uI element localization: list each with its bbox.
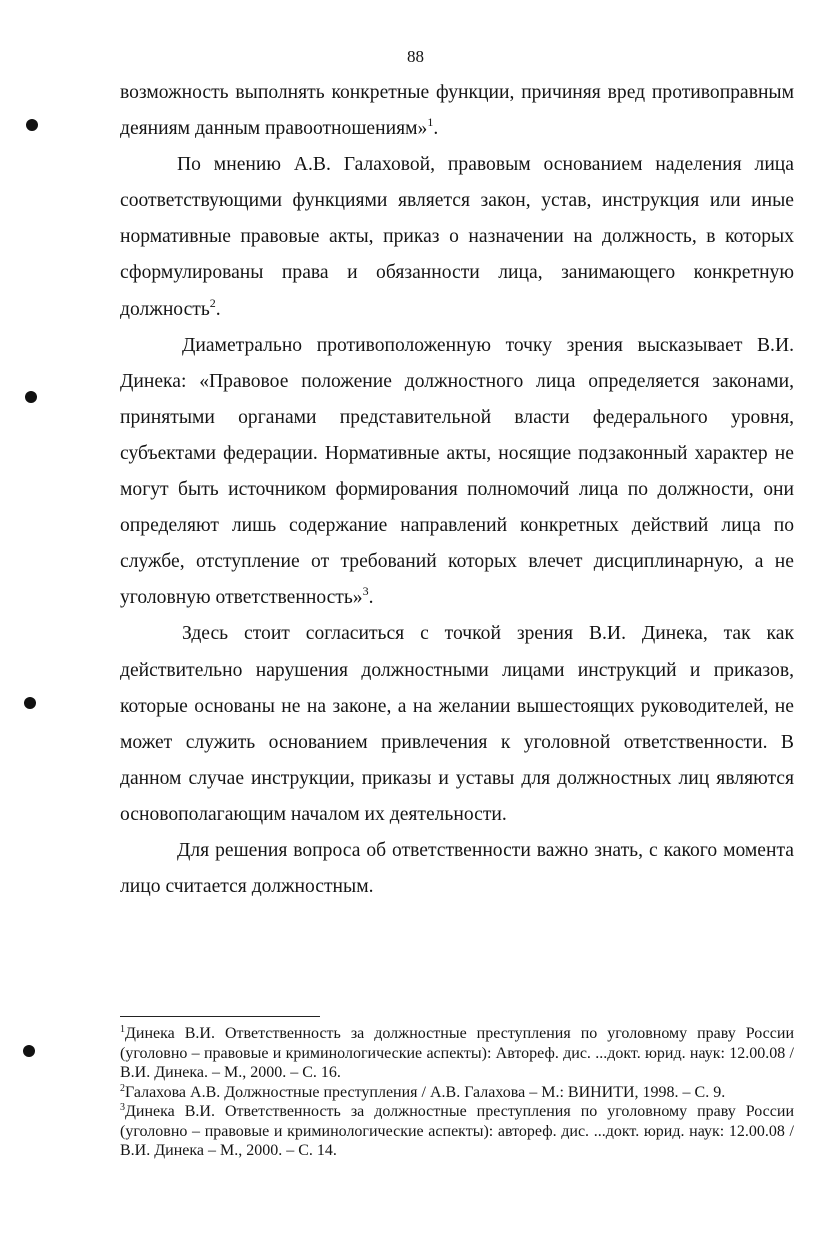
paragraph-tail: . — [368, 587, 374, 609]
paragraph-tail: . — [433, 118, 439, 140]
paragraph-galakhova — [120, 147, 794, 327]
page-number: 88 — [407, 47, 424, 66]
footnote-number: 3 — [120, 1102, 125, 1113]
paragraph-dineka-quote — [120, 328, 794, 617]
paragraph-text: Диаметрально противоположенную точку зрения высказывает В.И. Динека: «Правовое положение должностного лица определяется законами, принятыми органами представительной власти федерального уровня, субъектами федерации. Нормативные акты, носящие подзаконный характер не могут быть источником формирования полномочий лица по должности, они определяют лишь содержание направлений конкретных действий лица по службе, отступление от требований которых влечет дисциплинарную, а не уголовную ответственность» — [120, 334, 794, 609]
binder-hole-mark — [24, 697, 36, 709]
paragraph-question — [120, 833, 794, 905]
footnote-number: 1 — [120, 1024, 125, 1035]
paragraph-text: Здесь стоит согласиться с точкой зрения В.И. Динека, так как действительно нарушения должностными лицами инструкций и приказов, которые основаны не на законе, а на желании вышестоящих руководителей, не может служить основанием привлечения к уголовной ответственности. В данном случае инструкции, приказы и уставы для должностных лиц являются основополагающим началом их деятельности. — [120, 623, 794, 825]
paragraph-agreement — [120, 616, 794, 833]
binder-hole-mark — [23, 1045, 35, 1057]
binder-hole-mark — [25, 391, 37, 403]
paragraph-text: возможность выполнять конкретные функции, причиняя вред противоправным деяниям данным правоотношениям» — [120, 82, 794, 140]
footnotes — [120, 1024, 794, 1161]
footnote-text: Динека В.И. Ответственность за должностные преступления по уголовному праву России (уголовно – правовые и криминологические аспекты): Автореф. дис. ...докт. юрид. наук: 12.00.08 / В.И. Динека. – М., 2000. – С. 16. — [120, 1025, 794, 1081]
paragraph-continuation — [120, 75, 794, 147]
footnote-ref: 3 — [362, 584, 369, 599]
footnote-2 — [120, 1083, 794, 1103]
body-text — [120, 75, 794, 905]
footnote-text: Динека В.И. Ответственность за должностные преступления по уголовному праву России (уголовно – правовые и криминологические аспекты): автореф. дис. ...докт. юрид. наук: 12.00.08 / В.И. Динека – М., 2000. – С. 14. — [120, 1103, 794, 1159]
footnote-text: Галахова А.В. Должностные преступления / А.В. Галахова – М.: ВИНИТИ, 1998. – С. 9. — [125, 1083, 726, 1101]
footnote-ref: 1 — [427, 115, 434, 130]
binder-hole-mark — [26, 119, 38, 131]
paragraph-text: Для решения вопроса об ответственности важно знать, с какого момента лицо считается должностным. — [120, 839, 794, 898]
footnote-3 — [120, 1102, 794, 1161]
footnote-separator — [120, 1016, 320, 1017]
paragraph-tail: . — [215, 298, 221, 320]
footnote-number: 2 — [120, 1082, 125, 1094]
footnote-1 — [120, 1024, 794, 1083]
paragraph-text: По мнению А.В. Галаховой, правовым основанием наделения лица соответствующими функциями является закон, устав, инструкция или иные нормативные правовые акты, приказ о назначении на должность, в которых сформулированы права и обязанности лица, занимающего конкретную должность — [120, 154, 794, 320]
footnote-ref: 2 — [209, 295, 216, 310]
